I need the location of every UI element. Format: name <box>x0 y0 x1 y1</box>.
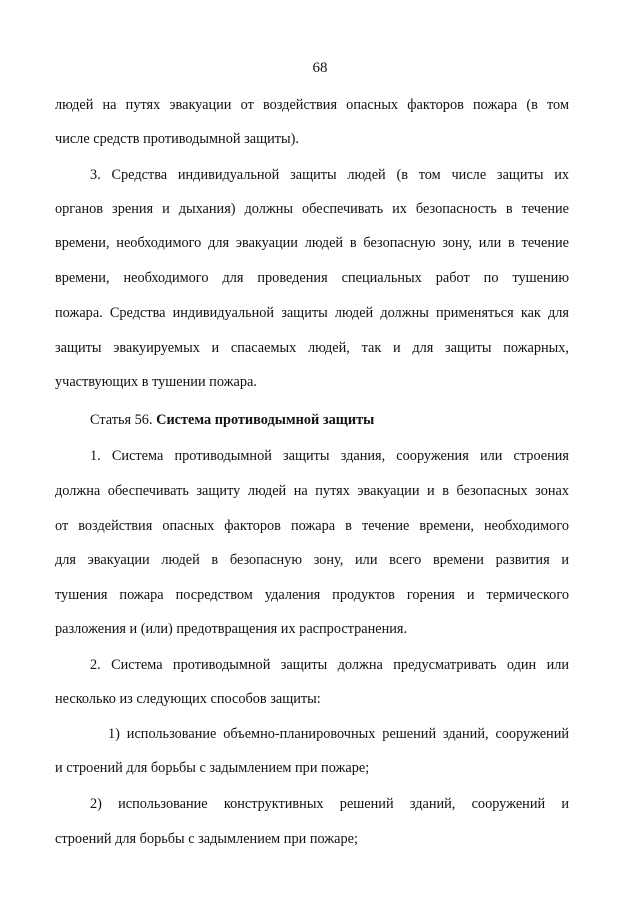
text-line: тушения пожара посредством удаления продуктов горения и термического <box>55 587 569 603</box>
text-line: числе средств противодымной защиты). <box>55 131 299 147</box>
text-line: органов зрения и дыхания) должны обеспечивать их безопасность в течение <box>55 201 569 217</box>
text-line: времени, необходимого для проведения специальных работ по тушению <box>55 270 569 286</box>
text-line: участвующих в тушении пожара. <box>55 374 257 390</box>
text-line: защиты эвакуируемых и спасаемых людей, так и для защиты пожарных, <box>55 340 569 356</box>
text-line: 1. Система противодымной защиты здания, сооружения или строения <box>90 448 569 464</box>
text-line: строений для борьбы с задымлением при пожаре; <box>55 831 358 847</box>
text-line: от воздействия опасных факторов пожара в течение времени, необходимого <box>55 518 569 534</box>
text-line: 2. Система противодымной защиты должна предусматривать один или <box>90 657 569 673</box>
text-line: и строений для борьбы с задымлением при пожаре; <box>55 760 370 776</box>
text-line: разложения и (или) предотвращения их распространения. <box>55 621 408 637</box>
text-line: для эвакуации людей в безопасную зону, или всего времени развития и <box>55 552 569 568</box>
text-line: 3. Средства индивидуальной защиты людей (в том числе защиты их <box>90 167 569 183</box>
text-line: должна обеспечивать защиту людей на путях эвакуации и в безопасных зонах <box>55 483 569 499</box>
text-line: 1) использование объемно-планировочных решений зданий, сооружений <box>108 726 569 742</box>
text-line: несколько из следующих способов защиты: <box>55 691 321 707</box>
text-line: людей на путях эвакуации от воздействия опасных факторов пожара (в том <box>55 97 569 113</box>
text-line: 2) использование конструктивных решений зданий, сооружений и <box>90 796 569 812</box>
text-line: времени, необходимого для эвакуации людей в безопасную зону, или в течение <box>55 235 569 251</box>
article-title: Система противодымной защиты <box>156 412 375 428</box>
text-line: пожара. Средства индивидуальной защиты людей должны применяться как для <box>55 305 569 321</box>
article-heading <box>90 410 569 430</box>
page-number: 68 <box>312 60 328 76</box>
article-prefix: Статья 56. <box>90 412 153 428</box>
